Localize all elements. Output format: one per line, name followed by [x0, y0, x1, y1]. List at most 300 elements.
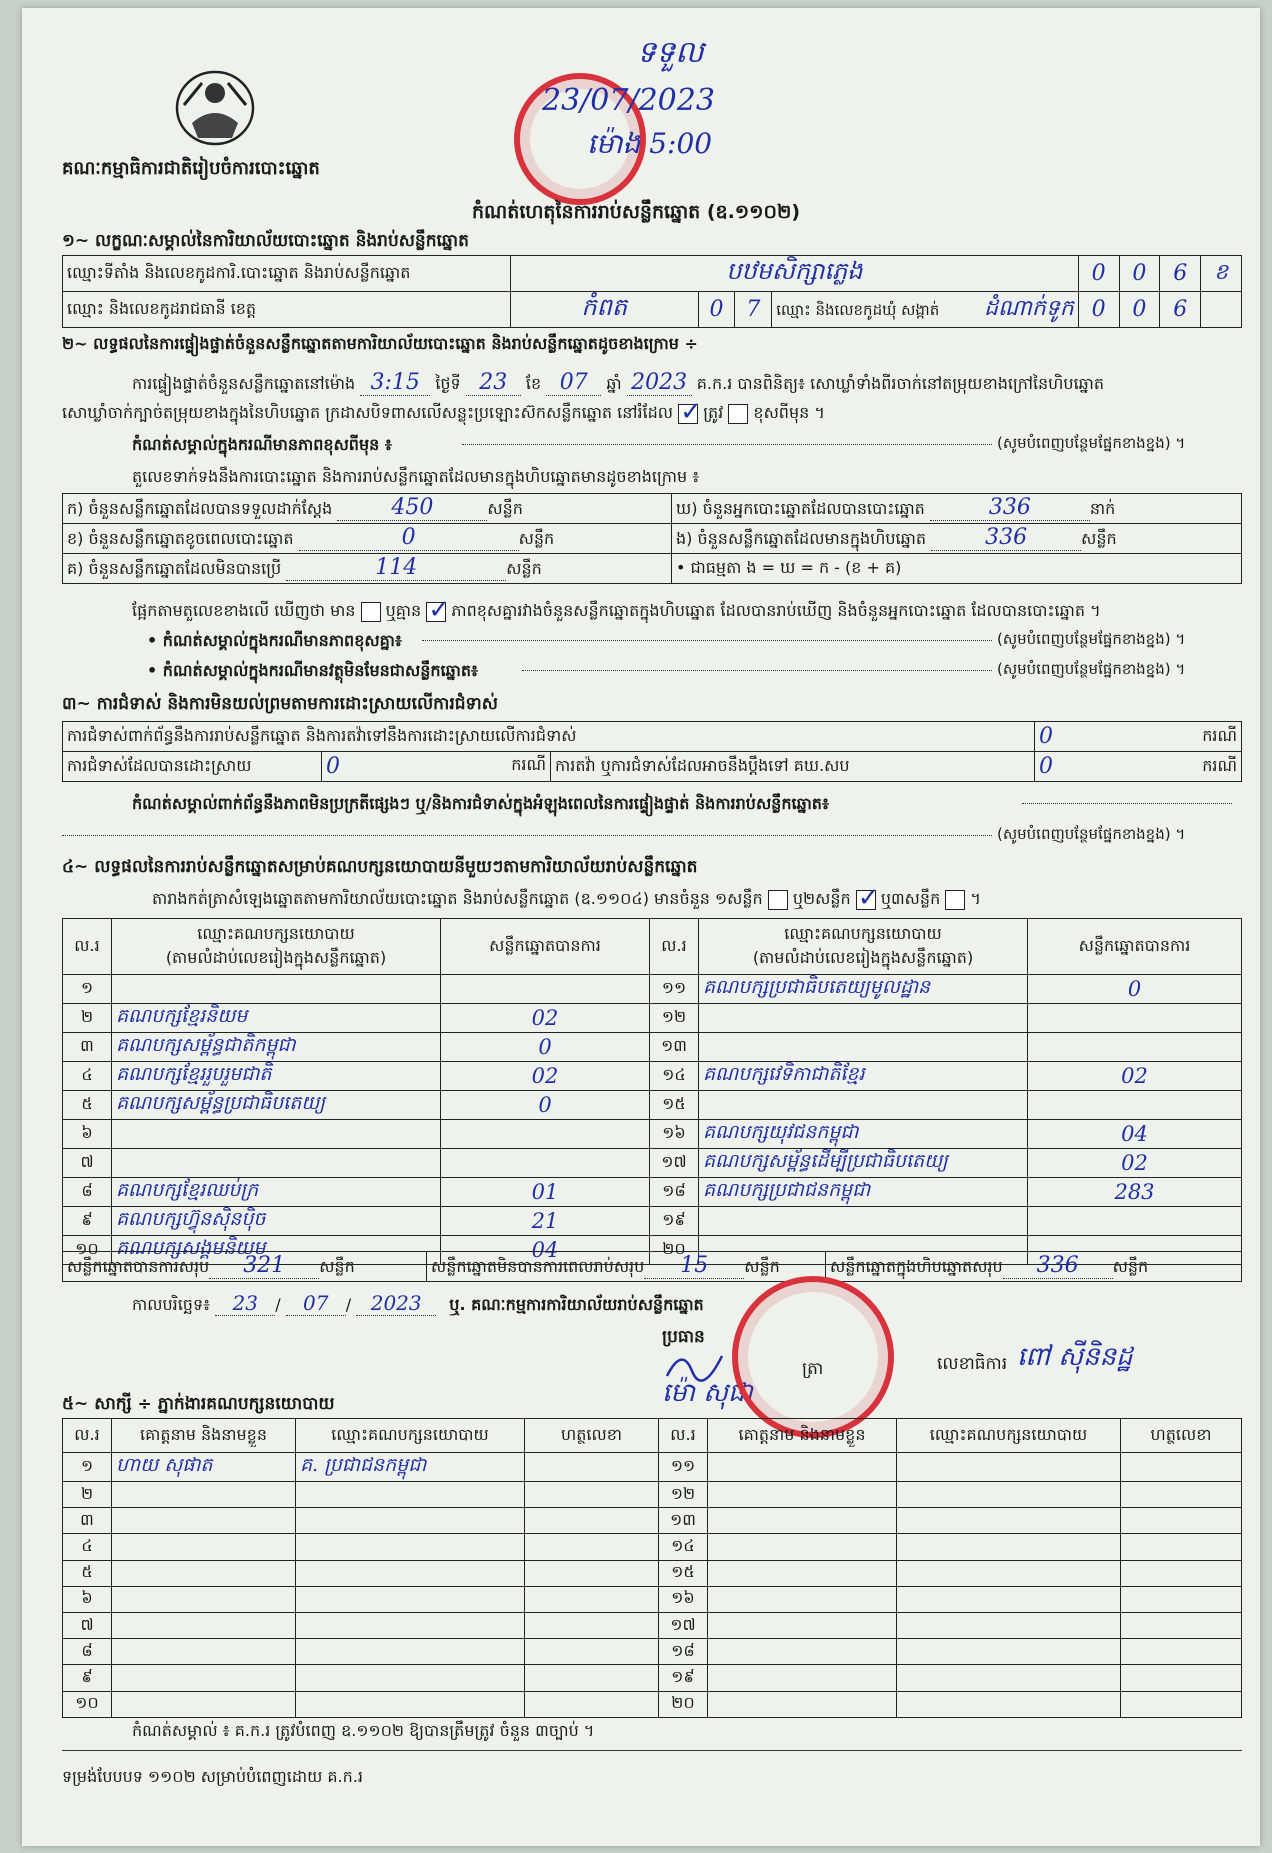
witness-col-name-left: គោត្តនាម និងនាមខ្លួន — [112, 1419, 296, 1453]
figure-ng-unit: សន្លឹក — [1081, 529, 1117, 548]
results-no-left: ៧ — [63, 1149, 112, 1178]
witness-no-left: ៧ — [63, 1612, 112, 1638]
witness-name-left — [112, 1482, 296, 1508]
figure-ng-label: ង) ចំនួនសន្លឹកឆ្នោតដែលមានក្នុងហិបឆ្នោត — [676, 529, 926, 548]
verify-year: 2023 — [627, 370, 692, 396]
witness-no-right: ១២ — [659, 1482, 708, 1508]
results-no-left: ១ — [63, 975, 112, 1004]
witness-name-left — [112, 1508, 296, 1534]
seal-wrong-checkbox[interactable] — [728, 404, 748, 424]
witness-no-left: ៣ — [63, 1508, 112, 1534]
figure-k-value: 450 — [337, 495, 487, 521]
figure-ko-unit: សន្លឹក — [506, 559, 542, 578]
results-party-left — [112, 975, 441, 1004]
witness-name-right — [708, 1453, 897, 1482]
witness-party-left — [296, 1691, 525, 1717]
figure-kh-unit: សន្លឹក — [518, 529, 555, 548]
complaints-r2-value: 0 — [326, 754, 340, 779]
witness-name-left — [112, 1560, 296, 1586]
total-invalid-value: 15 — [644, 1253, 744, 1279]
commune-label: ឈ្មោះ និងលេខកូដឃុំ សង្កាត់ — [776, 300, 940, 319]
witness-row — [63, 1586, 1242, 1612]
figure-gh-unit: នាក់ — [1089, 499, 1116, 518]
figure-k-unit: សន្លឹក — [487, 499, 523, 518]
results-row — [63, 1062, 1242, 1091]
complaints-r2-unit: ករណី — [511, 755, 546, 774]
tally-1-checkbox[interactable] — [768, 890, 788, 910]
section3-heading: ៣~ ការជំទាស់ និងការមិនយល់ព្រមតាមការដោះស្រាយលើការជំទាស់ — [62, 694, 498, 714]
results-row — [63, 1207, 1242, 1236]
form-title: កំណត់ហេតុនៃការរាប់សន្លឹកឆ្នោត (ឧ.១១០២) — [472, 201, 801, 223]
commune-code-2: 0 — [1119, 292, 1160, 328]
irregularity-dots-1 — [1022, 803, 1232, 804]
witness-name-left — [112, 1586, 296, 1612]
figure-ko-cell — [63, 554, 672, 584]
witness-party-left — [296, 1639, 525, 1665]
figure-ko-value: 114 — [286, 555, 506, 581]
bullet-foreign: • កំណត់សម្គាល់ក្នុងករណីមានវត្ថុមិនមែនជាសន្លឹកឆ្នោត៖ — [147, 661, 479, 680]
witness-name-left — [112, 1612, 296, 1638]
results-party-left: គណបក្សហ៊្វុនស៊ិនប៉ិច — [112, 1207, 441, 1236]
location-code-4: ខ — [1201, 256, 1242, 292]
receipt-date: 23/07/2023 — [542, 83, 715, 118]
commune-code-3: 6 — [1160, 292, 1201, 328]
location-code-3: 6 — [1160, 256, 1201, 292]
discrepancy-no-checkbox[interactable] — [426, 602, 446, 622]
witness-sign-left — [525, 1560, 659, 1586]
results-no-left: ៨ — [63, 1178, 112, 1207]
difference-note-label: កំណត់សម្គាល់ក្នុងករណីមានភាពខុសពីមុន ៖ — [132, 435, 392, 454]
witness-col-sign-right: ហត្ថលេខា — [1121, 1419, 1242, 1453]
witness-sign-left — [525, 1586, 659, 1612]
witness-row — [63, 1691, 1242, 1717]
witness-party-right — [897, 1691, 1121, 1717]
discrepancy-line — [132, 600, 1101, 624]
witness-sign-right — [1121, 1560, 1242, 1586]
witness-no-right: ១៩ — [659, 1665, 708, 1691]
results-party-right — [699, 1091, 1028, 1120]
results-party-left: គណបក្សខ្មែរឈប់ក្រ — [112, 1178, 441, 1207]
figure-kh-value: 0 — [299, 525, 519, 551]
figure-kh-label: ខ) ចំនួនសន្លឹកឆ្នោតខូចពេលបោះឆ្នោត — [67, 529, 294, 548]
figure-gh-cell — [672, 494, 1242, 524]
results-no-right: ១១ — [650, 975, 699, 1004]
discrepancy-text-b: ឬគ្មាន — [385, 601, 422, 620]
province-code-1: 0 — [698, 292, 735, 328]
witness-no-left: ៦ — [63, 1586, 112, 1612]
discrepancy-yes-checkbox[interactable] — [361, 602, 381, 622]
witness-party-left — [296, 1534, 525, 1560]
witness-name-right — [708, 1691, 897, 1717]
results-col-party-right — [699, 919, 1028, 975]
results-table — [62, 918, 1242, 1265]
commune-code-1: 0 — [1078, 292, 1119, 328]
witness-party-left — [296, 1665, 525, 1691]
verify-month: 07 — [546, 370, 601, 396]
witness-name-right — [708, 1482, 897, 1508]
witness-party-right — [897, 1665, 1121, 1691]
witness-party-right — [897, 1534, 1121, 1560]
results-no-right: ១៩ — [650, 1207, 699, 1236]
results-votes-left: 0 — [441, 1033, 650, 1062]
results-col-party-right-title: ឈ្មោះគណបក្សនយោបាយ — [784, 923, 942, 943]
verify-day: 23 — [466, 370, 521, 396]
results-party-left: គណបក្សសង្គមនិយម — [112, 1236, 441, 1265]
witness-col-name-right: គោត្តនាម និងនាមខ្លួន — [708, 1419, 897, 1453]
witness-no-right: ១៤ — [659, 1534, 708, 1560]
results-party-left — [112, 1120, 441, 1149]
results-col-party-right-sub: (តាមលំដាប់លេខរៀងក្នុងសន្លឹកឆ្នោត) — [752, 947, 974, 967]
total-invalid-cell — [427, 1252, 826, 1282]
results-no-left: ៥ — [63, 1091, 112, 1120]
figure-ko-label: គ) ចំនួនសន្លឹកឆ្នោតដែលមិនបានប្រើ — [67, 559, 282, 578]
figure-ng-value: 336 — [931, 525, 1081, 551]
results-row — [63, 1004, 1242, 1033]
witness-sign-right — [1121, 1612, 1242, 1638]
witness-col-sign-left: ហត្ថលេខា — [525, 1419, 659, 1453]
witness-row — [63, 1453, 1242, 1482]
receipt-time: ម៉ោង 5:00 — [587, 127, 713, 160]
section1-heading: ១~ លក្ខណៈសម្គាល់នៃការិយាល័យបោះឆ្នោត និងរាប់សន្លឹកឆ្នោត — [62, 231, 469, 251]
location-label: ឈ្មោះទីតាំង និងលេខកូដការិ.បោះឆ្នោត និងរាប់សន្លឹកឆ្នោត — [63, 256, 511, 292]
totals-table — [62, 1251, 1242, 1282]
difference-note-dots — [462, 444, 992, 445]
witness-sign-right — [1121, 1534, 1242, 1560]
complaints-r1-unit: ករណី — [1193, 722, 1242, 752]
witness-no-right: ១៧ — [659, 1612, 708, 1638]
witness-party-left: គ. ប្រជាជនកម្ពុជា — [296, 1453, 525, 1482]
total-box-unit: សន្លឹក — [1112, 1257, 1149, 1276]
chair-title: ប្រធាន — [662, 1327, 705, 1347]
results-votes-right — [1028, 1091, 1242, 1120]
discrepancy-text-a: ផ្អែកតាមតួលេខខាងលើ ឃើញថា មាន — [132, 601, 356, 620]
verify-line-2: សោឃ្លាំចាក់ក្បាច់តម្រុយខាងក្នុងនៃហិបឆ្នោត ក្រដាសបិទពាសលើសន្លុះប្រឡោះស៊កសន្លឹកឆ្នោត នៅរំដែល ✓ ត្រូវ ខុសពីមុន ។ — [62, 402, 825, 426]
verify-time-label: ការផ្ទៀងផ្ទាត់ចំនួនសន្លឹកឆ្នោតនៅម៉ោង — [132, 374, 356, 393]
witness-no-right: ១៥ — [659, 1560, 708, 1586]
verify-line2-text: សោឃ្លាំចាក់ក្បាច់តម្រុយខាងក្នុងនៃហិបឆ្នោត ក្រដាសបិទពាសលើសន្លុះប្រឡោះស៊កសន្លឹកឆ្នោត នៅរំដែល — [62, 403, 674, 422]
witness-sign-right — [1121, 1691, 1242, 1717]
witness-name-right — [708, 1586, 897, 1612]
tally-text-b: ឬ២សន្លឹក — [792, 889, 851, 908]
results-party-right — [699, 1207, 1028, 1236]
receipt-word: ទទួល — [637, 35, 704, 70]
witness-name-left — [112, 1534, 296, 1560]
form-note: ទម្រង់បែបបទ ១១០២ សម្រាប់បំពេញដោយ គ.ក.រ — [62, 1767, 363, 1786]
witness-sign-left — [525, 1482, 659, 1508]
tally-text-c: ឬ៣សន្លឹក — [880, 889, 941, 908]
footnote: កំណត់សម្គាល់ ៖ គ.ក.រ ត្រូវបំពេញ ឧ.១១០២ ឱ្យបានត្រឹមត្រូវ ចំនួន ៣ច្បាប់ ។ — [132, 1721, 595, 1740]
verify-year-label: ឆ្នាំ — [606, 374, 622, 393]
results-votes-right: 04 — [1028, 1120, 1242, 1149]
witness-row — [63, 1482, 1242, 1508]
formula-cell: • ជាធម្មតា ង = ឃ = ក - (ខ + គ) — [672, 554, 1242, 584]
results-votes-left: 04 — [441, 1236, 650, 1265]
witness-sign-right — [1121, 1586, 1242, 1612]
bullet-difference-fill: (សូមបំពេញបន្ថែមផ្នែកខាងខ្នង) ។ — [997, 630, 1186, 648]
total-box-value: 336 — [1003, 1253, 1113, 1279]
results-party-right — [699, 1004, 1028, 1033]
results-no-right: ១២ — [650, 1004, 699, 1033]
witness-row — [63, 1665, 1242, 1691]
results-no-right: ១៨ — [650, 1178, 699, 1207]
tally-3-checkbox[interactable] — [945, 890, 965, 910]
date-label: កាលបរិច្ឆេទ៖ — [132, 1295, 211, 1314]
figure-ng-cell — [672, 524, 1242, 554]
results-no-right: ១៥ — [650, 1091, 699, 1120]
section5-heading: ៥~ សាក្សី ÷ ភ្នាក់ងារគណបក្សនយោបាយ — [62, 1394, 335, 1414]
results-row — [63, 975, 1242, 1004]
seal-word: ត្រា — [802, 1359, 824, 1379]
witness-sign-left — [525, 1508, 659, 1534]
witness-sign-left — [525, 1691, 659, 1717]
results-row — [63, 1120, 1242, 1149]
witness-name-right — [708, 1665, 897, 1691]
figures-table — [62, 493, 1242, 584]
location-code-1: 0 — [1078, 256, 1119, 292]
results-votes-left — [441, 975, 650, 1004]
irregularity-dots-2 — [62, 835, 992, 836]
results-votes-left: 02 — [441, 1062, 650, 1091]
witness-party-left — [296, 1482, 525, 1508]
figure-k-label: ក) ចំនួនសន្លឹកឆ្នោតដែលបានទទួលដាក់ស្តែង — [67, 499, 333, 518]
results-votes-right: 02 — [1028, 1149, 1242, 1178]
witness-no-right: ១៦ — [659, 1586, 708, 1612]
witness-name-left — [112, 1691, 296, 1717]
results-row — [63, 1149, 1242, 1178]
witness-party-right — [897, 1639, 1121, 1665]
witness-row — [63, 1560, 1242, 1586]
figures-intro: តួលេខទាក់ទងនឹងការបោះឆ្នោត និងការរាប់សន្លឹកឆ្នោតដែលមានក្នុងហិបឆ្នោតមានដូចខាងក្រោម ៖ — [132, 467, 700, 486]
province-value: កំពត — [510, 292, 698, 328]
witness-name-left: ហាយ សុផាត — [112, 1453, 296, 1482]
verify-day-label: ថ្ងៃទី — [435, 374, 461, 393]
witness-table — [62, 1418, 1242, 1718]
total-box-label: សន្លឹកឆ្នោតក្នុងហិបឆ្នោតសរុប — [830, 1257, 1003, 1276]
figure-kh-cell — [63, 524, 672, 554]
witness-sign-right — [1121, 1639, 1242, 1665]
witness-no-left: ២ — [63, 1482, 112, 1508]
results-col-votes-left: សន្លឹកឆ្នោតបានការ — [441, 919, 650, 975]
results-no-right: ១៦ — [650, 1120, 699, 1149]
seal-correct-label: ត្រូវ — [703, 403, 724, 422]
province-row — [63, 292, 511, 328]
date-year: 2023 — [356, 1291, 436, 1316]
secretary-name: ពៅ ស៊ីនិនដ្ឋ — [1017, 1342, 1133, 1372]
section2-heading: ២~ លទ្ធផលនៃការផ្ទៀងផ្ទាត់ចំនួនសន្លឹកឆ្នោតតាមការិយាល័យបោះឆ្នោត និងរាប់សន្លឹកឆ្នោតដូចខាងក្រោម ÷ — [62, 334, 698, 353]
witness-party-right — [897, 1586, 1121, 1612]
results-votes-right: 283 — [1028, 1178, 1242, 1207]
results-votes-left: 01 — [441, 1178, 650, 1207]
results-votes-right: 02 — [1028, 1062, 1242, 1091]
witness-name-right — [708, 1534, 897, 1560]
complaints-table — [62, 721, 1242, 782]
location-table — [62, 255, 1242, 328]
witness-no-right: ២០ — [659, 1691, 708, 1717]
complaints-r2b-unit: ករណី — [1193, 752, 1242, 782]
witness-no-right: ១៣ — [659, 1508, 708, 1534]
total-valid-label: សន្លឹកឆ្នោតបានការសរុប — [67, 1257, 210, 1276]
results-party-right — [699, 1033, 1028, 1062]
witness-sign-left — [525, 1453, 659, 1482]
witness-row — [63, 1534, 1242, 1560]
results-votes-left: 02 — [441, 1004, 650, 1033]
signature-date-line: កាលបរិច្ឆេទ៖ 23 / 07 / 2023 ឬ. គណៈកម្មការការិយាល័យរាប់សន្លឹកឆ្នោត — [132, 1291, 704, 1315]
witness-sign-left — [525, 1534, 659, 1560]
results-no-left: ១០ — [63, 1236, 112, 1265]
witness-no-left: ៥ — [63, 1560, 112, 1586]
witness-row — [63, 1639, 1242, 1665]
bullet-foreign-dots — [522, 670, 992, 671]
complaints-r2-cell — [322, 752, 551, 782]
witness-sign-right — [1121, 1665, 1242, 1691]
results-no-right: ១៤ — [650, 1062, 699, 1091]
results-col-party-left-sub: (តាមលំដាប់លេខរៀងក្នុងសន្លឹកឆ្នោត) — [165, 947, 387, 967]
results-party-left: គណបក្សខ្មែរនិយម — [112, 1004, 441, 1033]
footer-divider — [62, 1750, 1242, 1751]
witness-name-right — [708, 1612, 897, 1638]
witness-sign-left — [525, 1612, 659, 1638]
witness-name-right — [708, 1560, 897, 1586]
bullet-difference: • កំណត់សម្គាល់ក្នុងករណីមានភាពខុសគ្នា៖ — [147, 631, 402, 650]
witness-col-no-left: ល.រ — [63, 1419, 112, 1453]
results-party-right: គណបក្សសម្ព័ន្ធដើម្បីប្រជាធិបតេយ្យ — [699, 1149, 1028, 1178]
witness-party-left — [296, 1586, 525, 1612]
witness-party-left — [296, 1560, 525, 1586]
figure-k-cell — [63, 494, 672, 524]
results-no-left: ៣ — [63, 1033, 112, 1062]
discrepancy-text-c: ភាពខុសគ្នារវាងចំនួនសន្លឹកឆ្នោតក្នុងហិបឆ្នោត ដែលបានរាប់ឃើញ និងចំនួនអ្នកបោះឆ្នោត ដែលបានបោះឆ្នោត ។ — [451, 601, 1101, 620]
verify-time: 3:15 — [360, 370, 430, 396]
difference-fill-note: (សូមបំពេញបន្ថែមផ្នែកខាងខ្នង) ។ — [997, 434, 1186, 452]
results-no-left: ២ — [63, 1004, 112, 1033]
results-no-right: ២០ — [650, 1236, 699, 1265]
results-party-right: គណបក្សប្រជាធិបតេយ្យមូលដ្ឋាន — [699, 975, 1028, 1004]
total-valid-cell — [63, 1252, 427, 1282]
results-no-right: ១៣ — [650, 1033, 699, 1062]
seal-correct-checkbox[interactable] — [678, 404, 698, 424]
witness-party-left — [296, 1508, 525, 1534]
chair-name: ម៉ោ សុផា — [662, 1378, 753, 1408]
total-invalid-label: សន្លឹកឆ្នោតមិនបានការពេលរាប់សរុប — [431, 1257, 645, 1276]
results-row — [63, 1091, 1242, 1120]
witness-col-party-right: ឈ្មោះគណបក្សនយោបាយ — [897, 1419, 1121, 1453]
results-votes-right — [1028, 1033, 1242, 1062]
verify-line-1 — [132, 370, 1104, 397]
total-box-cell — [826, 1252, 1242, 1282]
witness-party-right — [897, 1508, 1121, 1534]
bullet-foreign-fill: (សូមបំពេញបន្ថែមផ្នែកខាងខ្នង) ។ — [997, 660, 1186, 678]
date-day: 23 — [215, 1291, 275, 1316]
witness-sign-left — [525, 1665, 659, 1691]
commune-value: ដំណាក់ទូក — [984, 295, 1074, 321]
bullet-difference-dots — [422, 640, 992, 641]
witness-no-left: ៨ — [63, 1639, 112, 1665]
witness-sign-right — [1121, 1482, 1242, 1508]
witness-name-right — [708, 1508, 897, 1534]
results-row — [63, 1033, 1242, 1062]
witness-party-right — [897, 1453, 1121, 1482]
nec-emblem-icon — [172, 63, 258, 149]
witness-no-left: ៩ — [63, 1665, 112, 1691]
results-votes-left — [441, 1120, 650, 1149]
seal-wrong-label: ខុសពីមុន — [753, 403, 810, 422]
witness-no-left: ១០ — [63, 1691, 112, 1717]
results-party-left: គណបក្សខ្មែររួបរួមជាតិ — [112, 1062, 441, 1091]
witness-party-left — [296, 1612, 525, 1638]
results-col-party-left-title: ឈ្មោះគណបក្សនយោបាយ — [197, 923, 355, 943]
witness-no-right: ១៨ — [659, 1639, 708, 1665]
location-value: បឋមសិក្សាភ្លេង — [510, 256, 1078, 292]
tally-2-checkbox[interactable] — [856, 890, 876, 910]
committee-seal — [732, 1276, 894, 1438]
witness-sign-left — [525, 1639, 659, 1665]
results-col-votes-right: សន្លឹកឆ្នោតបានការ — [1028, 919, 1242, 975]
complaints-r2b-value: 0 — [1035, 752, 1194, 782]
results-party-left — [112, 1149, 441, 1178]
results-votes-right — [1028, 1207, 1242, 1236]
witness-name-left — [112, 1639, 296, 1665]
commune-cell — [772, 292, 1078, 328]
verify-month-label: ខែ — [525, 374, 542, 393]
tally-text-a: តារាងកត់ត្រាសំឡេងឆ្នោតតាមការិយាល័យបោះឆ្នោត និងរាប់សន្លឹកឆ្នោត (ឧ.១១០៤) មានចំនួន ១សន្លឹក — [152, 889, 763, 908]
complaints-r2-label: ការជំទាស់ដែលបានដោះស្រាយ — [63, 752, 322, 782]
results-party-right: គណបក្សប្រជាជនកម្ពុជា — [699, 1178, 1028, 1207]
results-col-party-left — [112, 919, 441, 975]
witness-no-left: ៤ — [63, 1534, 112, 1560]
secretary-label: លេខាធិការ — [937, 1354, 1008, 1374]
witness-party-right — [897, 1482, 1121, 1508]
province-label: ឈ្មោះ និងលេខកូដរាជធានី ខេត្ត — [67, 298, 257, 318]
total-valid-unit: សន្លឹក — [319, 1257, 355, 1276]
tally-sheet-line: តារាងកត់ត្រាសំឡេងឆ្នោតតាមការិយាល័យបោះឆ្នោត និងរាប់សន្លឹកឆ្នោត (ឧ.១១០៤) មានចំនួន ១សន្លឹក ឬ២សន្លឹក ✓ ឬ៣សន្លឹក ។ — [152, 888, 981, 912]
results-party-right: គណបក្សយុវជនកម្ពុជា — [699, 1120, 1028, 1149]
irregularity-fill: (សូមបំពេញបន្ថែមផ្នែកខាងខ្នង) ។ — [997, 825, 1186, 843]
witness-row — [63, 1508, 1242, 1534]
committee-sign-title: ឬ. គណៈកម្មការការិយាល័យរាប់សន្លឹកឆ្នោត — [449, 1295, 704, 1314]
results-votes-left: 21 — [441, 1207, 650, 1236]
results-votes-left — [441, 1149, 650, 1178]
results-votes-left: 0 — [441, 1091, 650, 1120]
witness-col-no-right: ល.រ — [659, 1419, 708, 1453]
irregularity-note: កំណត់សម្គាល់ពាក់ព័ន្ធនឹងភាពមិនប្រក្រតីផ្សេងៗ ឬ/និងការជំទាស់ក្នុងអំឡុងពេលនៃការផ្ទៀងផ្ទាត់ និងការរាប់សន្លឹកឆ្នោត៖ — [132, 794, 829, 813]
figure-gh-label: ឃ) ចំនួនអ្នកបោះឆ្នោតដែលបានបោះឆ្នោត — [676, 499, 925, 518]
witness-name-left — [112, 1665, 296, 1691]
witness-col-party-left: ឈ្មោះគណបក្សនយោបាយ — [296, 1419, 525, 1453]
witness-sign-right — [1121, 1453, 1242, 1482]
figure-gh-value: 336 — [930, 495, 1090, 521]
complaints-r1-value: 0 — [1035, 722, 1194, 752]
complaints-r1-label: ការជំទាស់ពាក់ព័ន្ធនឹងការរាប់សន្លឹកឆ្នោត និងការតវ៉ាទៅនឹងការដោះស្រាយលើការជំទាស់ — [63, 722, 1035, 752]
witness-row — [63, 1612, 1242, 1638]
total-invalid-unit: សន្លឹក — [744, 1257, 780, 1276]
results-col-no-left: ល.រ — [63, 919, 112, 975]
witness-sign-right — [1121, 1508, 1242, 1534]
witness-no-left: ១ — [63, 1453, 112, 1482]
results-party-left: គណបក្សសម្ព័ន្ធជាតិកម្ពុជា — [112, 1033, 441, 1062]
paper-sheet — [22, 8, 1260, 1846]
witness-party-right — [897, 1612, 1121, 1638]
committee-name: គណៈកម្មាធិការជាតិរៀបចំការបោះឆ្នោត — [62, 158, 320, 179]
results-party-right: គណបក្សវេទិកាជាតិខ្មែរ — [699, 1062, 1028, 1091]
location-code-2: 0 — [1119, 256, 1160, 292]
witness-party-right — [897, 1560, 1121, 1586]
witness-name-right — [708, 1639, 897, 1665]
section4-heading: ៤~ លទ្ធផលនៃការរាប់សន្លឹកឆ្នោតសម្រាប់គណបក្សនយោបាយនីមួយៗតាមការិយាល័យរាប់សន្លឹកឆ្នោត — [62, 857, 698, 877]
results-no-left: ៦ — [63, 1120, 112, 1149]
date-month: 07 — [286, 1291, 346, 1316]
province-code-2: 7 — [735, 292, 772, 328]
commune-code-empty — [1201, 292, 1242, 328]
